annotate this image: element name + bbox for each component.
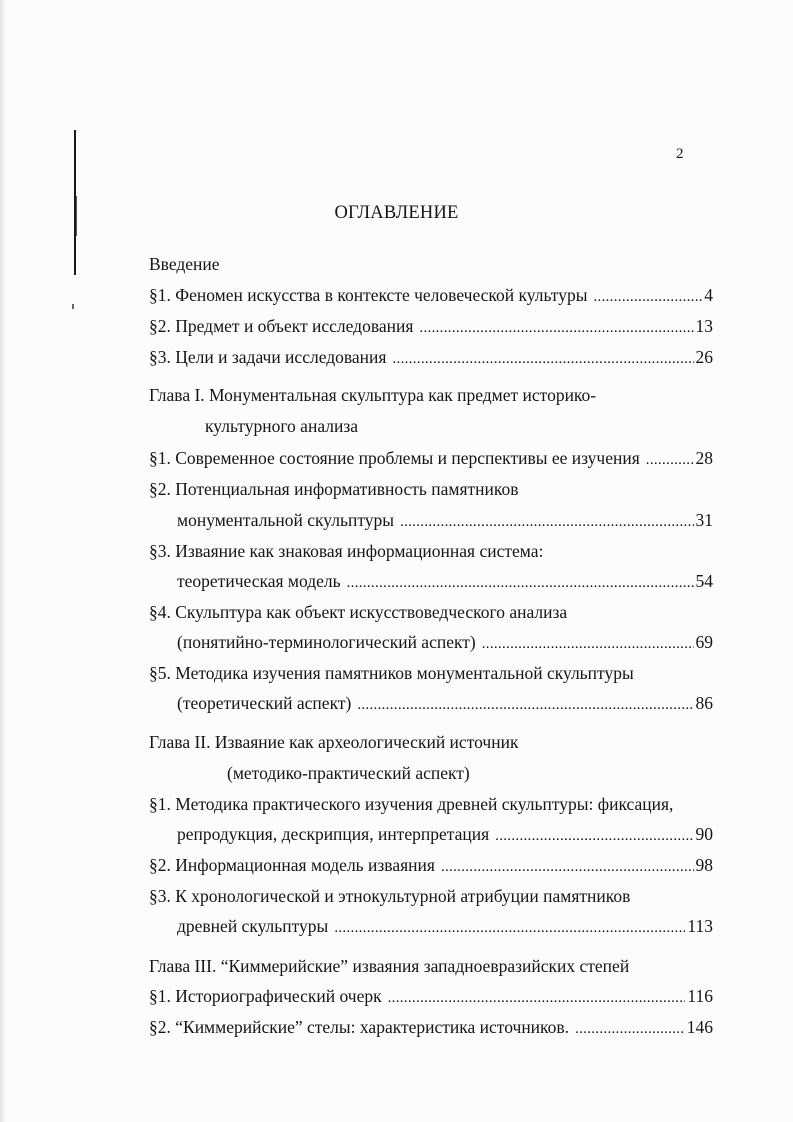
toc-entry-text: §2. Потенциальная информативность памятников [149,479,519,499]
toc-leader-dots [334,917,685,939]
page-number: 2 [676,146,684,162]
toc-leader-dots [388,987,686,1009]
toc-chapter-3-heading: Глава III. “Киммерийские” изваяния западноевразийских степей [149,956,630,976]
toc-entry-text: §4. Скульптура как объект искусствоведческого анализа [149,602,568,622]
toc-entry[interactable] [149,985,713,1009]
toc-entry[interactable] [177,570,713,594]
toc-entry-text: §5. Методика изучения памятников монументальной скульптуры [149,663,634,683]
toc-entry-text: §2. “Киммерийские” стелы: характеристика источников. [149,1017,570,1037]
toc-chapter-2-heading-cont: (методико-практический аспект) [227,763,470,783]
toc-entry-page: 69 [695,632,713,652]
toc-entry[interactable] [177,915,713,939]
toc-leader-dots [441,856,694,878]
toc-leader-dots [347,572,694,594]
page-title: ОГЛАВЛЕНИЕ [334,203,459,223]
toc-leader-dots [400,511,693,533]
toc-entry[interactable] [149,447,713,471]
toc-entry-page: 98 [695,855,713,875]
toc-entry-text: §3. К хронологической и этнокультурной атрибуции памятников [149,886,631,906]
toc-entry-text-cont: (понятийно-терминологический аспект) [177,632,476,652]
toc-entry[interactable] [177,692,713,716]
toc-entry-page: 28 [695,448,713,468]
toc-entry-text: §3. Цели и задачи исследования [149,347,387,367]
toc-chapter-1-heading: Глава I. Монументальная скульптура как предмет историко- [149,385,597,405]
toc-entry[interactable] [177,509,713,533]
toc-entry-page: 13 [695,316,713,336]
toc-leader-dots [419,317,693,339]
toc-entry-page: 116 [687,986,713,1006]
toc-entry[interactable] [149,854,713,878]
toc-entry-page: 113 [687,916,713,936]
toc-leader-dots [482,633,694,655]
toc-chapter-2-heading: Глава II. Изваяние как археологический источник [149,732,519,752]
scan-edge-shadow [0,0,6,1122]
toc-leader-dots [392,348,693,370]
toc-leader-dots [495,825,693,847]
toc-entry[interactable] [149,346,713,370]
toc-entry-text-cont: теоретическая модель [177,571,341,591]
toc-entry-text-cont: (теоретический аспект) [177,693,352,713]
toc-entry[interactable] [149,315,713,339]
toc-entry-text: §3. Изваяние как знаковая информационная система: [149,541,544,561]
toc-entry-page: 31 [695,510,713,530]
toc-leader-dots [357,694,693,716]
toc-entry-page: 90 [695,824,713,844]
toc-leader-dots [646,449,694,471]
toc-entry-text: §2. Предмет и объект исследования [149,316,414,336]
toc-entry-page: 26 [695,347,713,367]
scan-speck [72,304,74,309]
toc-entry[interactable] [149,1016,713,1040]
toc-entry[interactable] [149,284,713,308]
toc-intro-heading: Введение [149,254,220,274]
toc-entry-page: 146 [686,1017,713,1037]
toc-entry-text: §1. Историографический очерк [149,986,382,1006]
toc-entry-text: §2. Информационная модель изваяния [149,855,435,875]
toc-entry-text-cont: монументальной скульптуры [177,510,395,530]
toc-leader-dots [575,1018,685,1040]
toc-entry[interactable] [177,823,713,847]
toc-entry-text-cont: древней скульптуры [177,916,329,936]
toc-entry-text: §1. Методика практического изучения древней скульптуры: фиксация, [149,794,674,814]
toc-entry-text: §1. Современное состояние проблемы и перспективы ее изучения [149,448,640,468]
toc-entry-text: §1. Феномен искусства в контексте человеческой культуры [149,285,588,305]
toc-entry-page: 86 [695,693,713,713]
toc-leader-dots [593,286,702,308]
toc-entry[interactable] [177,631,713,655]
toc-entry-text-cont: репродукция, дескрипция, интерпретация [177,824,490,844]
toc-entry-page: 4 [704,285,713,305]
toc-chapter-1-heading-cont: культурного анализа [205,416,359,436]
toc-entry-page: 54 [695,571,713,591]
